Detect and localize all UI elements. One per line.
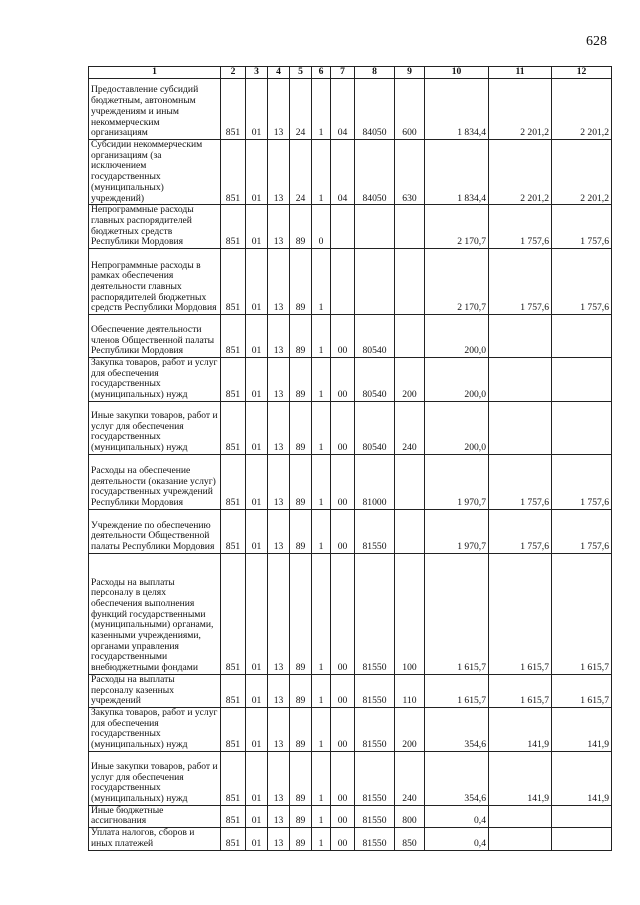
budget-table-body bbox=[89, 79, 612, 851]
program-cell: 89 bbox=[290, 509, 312, 553]
group-cell bbox=[331, 205, 355, 249]
column-header: 1 bbox=[89, 67, 221, 79]
amount-cell bbox=[552, 828, 612, 850]
table-row bbox=[89, 249, 612, 315]
target-article-cell: 84050 bbox=[355, 79, 395, 140]
row-name-cell: Расходы на выплаты персоналу казенных учреждений bbox=[89, 674, 221, 707]
group-cell: 04 bbox=[331, 79, 355, 140]
code-cell: 851 bbox=[221, 674, 246, 707]
column-header: 6 bbox=[312, 67, 331, 79]
amount-cell: 141,9 bbox=[552, 751, 612, 805]
program-cell: 89 bbox=[290, 358, 312, 402]
target-article-cell bbox=[355, 205, 395, 249]
target-article-cell: 81000 bbox=[355, 454, 395, 509]
amount-cell: 1 970,7 bbox=[425, 454, 489, 509]
subprogram-cell: 0 bbox=[312, 205, 331, 249]
section-cell: 01 bbox=[246, 401, 268, 454]
subsection-cell: 13 bbox=[268, 707, 290, 751]
program-cell: 24 bbox=[290, 79, 312, 140]
column-header: 2 bbox=[221, 67, 246, 79]
amount-cell: 1 757,6 bbox=[489, 249, 552, 315]
subprogram-cell: 1 bbox=[312, 509, 331, 553]
table-row bbox=[89, 358, 612, 402]
amount-cell: 1 757,6 bbox=[489, 509, 552, 553]
column-header: 10 bbox=[425, 67, 489, 79]
program-cell: 89 bbox=[290, 805, 312, 827]
target-article-cell: 80540 bbox=[355, 315, 395, 358]
subprogram-cell: 1 bbox=[312, 707, 331, 751]
column-header: 9 bbox=[395, 67, 425, 79]
section-cell: 01 bbox=[246, 249, 268, 315]
code-cell: 851 bbox=[221, 805, 246, 827]
code-cell: 851 bbox=[221, 315, 246, 358]
amount-cell bbox=[489, 315, 552, 358]
group-cell: 00 bbox=[331, 751, 355, 805]
subsection-cell: 13 bbox=[268, 751, 290, 805]
code-cell: 851 bbox=[221, 205, 246, 249]
group-cell bbox=[331, 249, 355, 315]
subprogram-cell: 1 bbox=[312, 79, 331, 140]
expense-type-cell: 600 bbox=[395, 79, 425, 140]
row-name-cell: Уплата налогов, сборов и иных платежей bbox=[89, 828, 221, 850]
row-name-cell: Закупка товаров, работ и услуг для обеспечения государственных (муниципальных) нужд bbox=[89, 707, 221, 751]
subprogram-cell: 1 bbox=[312, 401, 331, 454]
subsection-cell: 13 bbox=[268, 805, 290, 827]
row-name-cell: Учреждение по обеспечению деятельности Общественной палаты Республики Мордовия bbox=[89, 509, 221, 553]
code-cell: 851 bbox=[221, 828, 246, 850]
table-row bbox=[89, 828, 612, 850]
code-cell: 851 bbox=[221, 249, 246, 315]
amount-cell: 200,0 bbox=[425, 401, 489, 454]
program-cell: 24 bbox=[290, 140, 312, 205]
section-cell: 01 bbox=[246, 509, 268, 553]
group-cell: 00 bbox=[331, 358, 355, 402]
table-row bbox=[89, 454, 612, 509]
expense-type-cell: 100 bbox=[395, 553, 425, 674]
amount-cell bbox=[489, 358, 552, 402]
subsection-cell: 13 bbox=[268, 454, 290, 509]
amount-cell bbox=[552, 315, 612, 358]
target-article-cell: 81550 bbox=[355, 707, 395, 751]
program-cell: 89 bbox=[290, 553, 312, 674]
expense-type-cell bbox=[395, 315, 425, 358]
target-article-cell: 84050 bbox=[355, 140, 395, 205]
target-article-cell: 81550 bbox=[355, 553, 395, 674]
amount-cell: 2 170,7 bbox=[425, 205, 489, 249]
row-name-cell: Расходы на выплаты персоналу в целях обеспечения выполнения функций государственными (муниципальными) органами, казенными учреждениями, органами управления государственными внебюджетными фондами bbox=[89, 553, 221, 674]
code-cell: 851 bbox=[221, 401, 246, 454]
column-header: 11 bbox=[489, 67, 552, 79]
expense-type-cell bbox=[395, 509, 425, 553]
table-row bbox=[89, 509, 612, 553]
amount-cell: 2 201,2 bbox=[489, 79, 552, 140]
target-article-cell: 81550 bbox=[355, 509, 395, 553]
subprogram-cell: 1 bbox=[312, 805, 331, 827]
group-cell: 00 bbox=[331, 828, 355, 850]
amount-cell: 1 970,7 bbox=[425, 509, 489, 553]
subsection-cell: 13 bbox=[268, 315, 290, 358]
column-header: 8 bbox=[355, 67, 395, 79]
code-cell: 851 bbox=[221, 79, 246, 140]
column-header: 12 bbox=[552, 67, 612, 79]
amount-cell: 1 615,7 bbox=[489, 553, 552, 674]
amount-cell: 1 615,7 bbox=[425, 674, 489, 707]
header-row bbox=[89, 67, 612, 79]
target-article-cell: 81550 bbox=[355, 674, 395, 707]
group-cell: 00 bbox=[331, 509, 355, 553]
amount-cell: 200,0 bbox=[425, 358, 489, 402]
code-cell: 851 bbox=[221, 553, 246, 674]
target-article-cell: 81550 bbox=[355, 828, 395, 850]
section-cell: 01 bbox=[246, 315, 268, 358]
program-cell: 89 bbox=[290, 828, 312, 850]
amount-cell bbox=[552, 401, 612, 454]
group-cell: 04 bbox=[331, 140, 355, 205]
row-name-cell: Расходы на обеспечение деятельности (оказание услуг) государственных учреждений Республики Мордовия bbox=[89, 454, 221, 509]
table-row bbox=[89, 401, 612, 454]
amount-cell: 2 201,2 bbox=[489, 140, 552, 205]
table-row bbox=[89, 140, 612, 205]
group-cell: 00 bbox=[331, 805, 355, 827]
section-cell: 01 bbox=[246, 674, 268, 707]
code-cell: 851 bbox=[221, 509, 246, 553]
program-cell: 89 bbox=[290, 707, 312, 751]
table-row bbox=[89, 553, 612, 674]
expense-type-cell: 110 bbox=[395, 674, 425, 707]
amount-cell: 2 201,2 bbox=[552, 140, 612, 205]
code-cell: 851 bbox=[221, 707, 246, 751]
amount-cell: 2 201,2 bbox=[552, 79, 612, 140]
section-cell: 01 bbox=[246, 751, 268, 805]
section-cell: 01 bbox=[246, 707, 268, 751]
code-cell: 851 bbox=[221, 454, 246, 509]
column-header: 4 bbox=[268, 67, 290, 79]
amount-cell bbox=[489, 401, 552, 454]
subsection-cell: 13 bbox=[268, 401, 290, 454]
subprogram-cell: 1 bbox=[312, 828, 331, 850]
expense-type-cell: 200 bbox=[395, 707, 425, 751]
amount-cell: 354,6 bbox=[425, 707, 489, 751]
subsection-cell: 13 bbox=[268, 140, 290, 205]
amount-cell: 200,0 bbox=[425, 315, 489, 358]
target-article-cell: 80540 bbox=[355, 401, 395, 454]
group-cell: 00 bbox=[331, 401, 355, 454]
amount-cell: 141,9 bbox=[489, 751, 552, 805]
amount-cell: 1 757,6 bbox=[552, 454, 612, 509]
program-cell: 89 bbox=[290, 454, 312, 509]
group-cell: 00 bbox=[331, 315, 355, 358]
program-cell: 89 bbox=[290, 751, 312, 805]
table-row bbox=[89, 205, 612, 249]
amount-cell: 1 757,6 bbox=[552, 509, 612, 553]
section-cell: 01 bbox=[246, 205, 268, 249]
amount-cell: 354,6 bbox=[425, 751, 489, 805]
target-article-cell: 80540 bbox=[355, 358, 395, 402]
subprogram-cell: 1 bbox=[312, 674, 331, 707]
group-cell: 00 bbox=[331, 454, 355, 509]
expense-type-cell: 630 bbox=[395, 140, 425, 205]
row-name-cell: Иные закупки товаров, работ и услуг для обеспечения государственных (муниципальных) нужд bbox=[89, 401, 221, 454]
row-name-cell: Закупка товаров, работ и услуг для обеспечения государственных (муниципальных) нужд bbox=[89, 358, 221, 402]
subprogram-cell: 1 bbox=[312, 315, 331, 358]
program-cell: 89 bbox=[290, 674, 312, 707]
section-cell: 01 bbox=[246, 454, 268, 509]
table-row bbox=[89, 315, 612, 358]
subsection-cell: 13 bbox=[268, 553, 290, 674]
amount-cell: 1 757,6 bbox=[552, 205, 612, 249]
column-header: 3 bbox=[246, 67, 268, 79]
program-cell: 89 bbox=[290, 315, 312, 358]
row-name-cell: Обеспечение деятельности членов Общественной палаты Республики Мордовия bbox=[89, 315, 221, 358]
section-cell: 01 bbox=[246, 79, 268, 140]
section-cell: 01 bbox=[246, 805, 268, 827]
section-cell: 01 bbox=[246, 553, 268, 674]
table-row bbox=[89, 79, 612, 140]
row-name-cell: Непрограммные расходы в рамках обеспечения деятельности главных распорядителей бюджетных средств Республики Мордовия bbox=[89, 249, 221, 315]
subprogram-cell: 1 bbox=[312, 751, 331, 805]
code-cell: 851 bbox=[221, 751, 246, 805]
subsection-cell: 13 bbox=[268, 828, 290, 850]
amount-cell bbox=[552, 805, 612, 827]
target-article-cell bbox=[355, 249, 395, 315]
amount-cell: 141,9 bbox=[552, 707, 612, 751]
expense-type-cell: 240 bbox=[395, 401, 425, 454]
row-name-cell: Иные закупки товаров, работ и услуг для обеспечения государственных (муниципальных) нужд bbox=[89, 751, 221, 805]
program-cell: 89 bbox=[290, 249, 312, 315]
expense-type-cell: 240 bbox=[395, 751, 425, 805]
subsection-cell: 13 bbox=[268, 509, 290, 553]
group-cell: 00 bbox=[331, 674, 355, 707]
amount-cell bbox=[489, 805, 552, 827]
table-row bbox=[89, 805, 612, 827]
row-name-cell: Субсидии некоммерческим организациям (за исключением государственных (муниципальных) учреждений) bbox=[89, 140, 221, 205]
section-cell: 01 bbox=[246, 358, 268, 402]
program-cell: 89 bbox=[290, 205, 312, 249]
target-article-cell: 81550 bbox=[355, 805, 395, 827]
row-name-cell: Непрограммные расходы главных распорядителей бюджетных средств Республики Мордовия bbox=[89, 205, 221, 249]
column-header: 7 bbox=[331, 67, 355, 79]
amount-cell: 2 170,7 bbox=[425, 249, 489, 315]
expense-type-cell bbox=[395, 205, 425, 249]
row-name-cell: Иные бюджетные ассигнования bbox=[89, 805, 221, 827]
group-cell: 00 bbox=[331, 707, 355, 751]
amount-cell bbox=[489, 828, 552, 850]
amount-cell: 0,4 bbox=[425, 805, 489, 827]
amount-cell: 141,9 bbox=[489, 707, 552, 751]
subsection-cell: 13 bbox=[268, 79, 290, 140]
target-article-cell: 81550 bbox=[355, 751, 395, 805]
section-cell: 01 bbox=[246, 140, 268, 205]
table-row bbox=[89, 674, 612, 707]
amount-cell: 0,4 bbox=[425, 828, 489, 850]
code-cell: 851 bbox=[221, 140, 246, 205]
subsection-cell: 13 bbox=[268, 249, 290, 315]
amount-cell: 1 615,7 bbox=[489, 674, 552, 707]
page-number: 628 bbox=[586, 34, 607, 49]
expense-type-cell: 850 bbox=[395, 828, 425, 850]
amount-cell: 1 757,6 bbox=[489, 454, 552, 509]
amount-cell: 1 834,4 bbox=[425, 140, 489, 205]
subprogram-cell: 1 bbox=[312, 358, 331, 402]
section-cell: 01 bbox=[246, 828, 268, 850]
subprogram-cell: 1 bbox=[312, 249, 331, 315]
row-name-cell: Предоставление субсидий бюджетным, автономным учреждениям и иным некоммерческим организациям bbox=[89, 79, 221, 140]
subsection-cell: 13 bbox=[268, 358, 290, 402]
subprogram-cell: 1 bbox=[312, 140, 331, 205]
table-row bbox=[89, 707, 612, 751]
subsection-cell: 13 bbox=[268, 205, 290, 249]
table-row bbox=[89, 751, 612, 805]
expense-type-cell bbox=[395, 249, 425, 315]
amount-cell: 1 615,7 bbox=[552, 553, 612, 674]
code-cell: 851 bbox=[221, 358, 246, 402]
column-header: 5 bbox=[290, 67, 312, 79]
subprogram-cell: 1 bbox=[312, 553, 331, 674]
expense-type-cell: 800 bbox=[395, 805, 425, 827]
expense-type-cell bbox=[395, 454, 425, 509]
amount-cell: 1 834,4 bbox=[425, 79, 489, 140]
subprogram-cell: 1 bbox=[312, 454, 331, 509]
amount-cell: 1 757,6 bbox=[552, 249, 612, 315]
program-cell: 89 bbox=[290, 401, 312, 454]
amount-cell: 1 615,7 bbox=[552, 674, 612, 707]
amount-cell bbox=[552, 358, 612, 402]
expense-type-cell: 200 bbox=[395, 358, 425, 402]
subsection-cell: 13 bbox=[268, 674, 290, 707]
budget-table bbox=[88, 66, 612, 851]
amount-cell: 1 615,7 bbox=[425, 553, 489, 674]
group-cell: 00 bbox=[331, 553, 355, 674]
amount-cell: 1 757,6 bbox=[489, 205, 552, 249]
